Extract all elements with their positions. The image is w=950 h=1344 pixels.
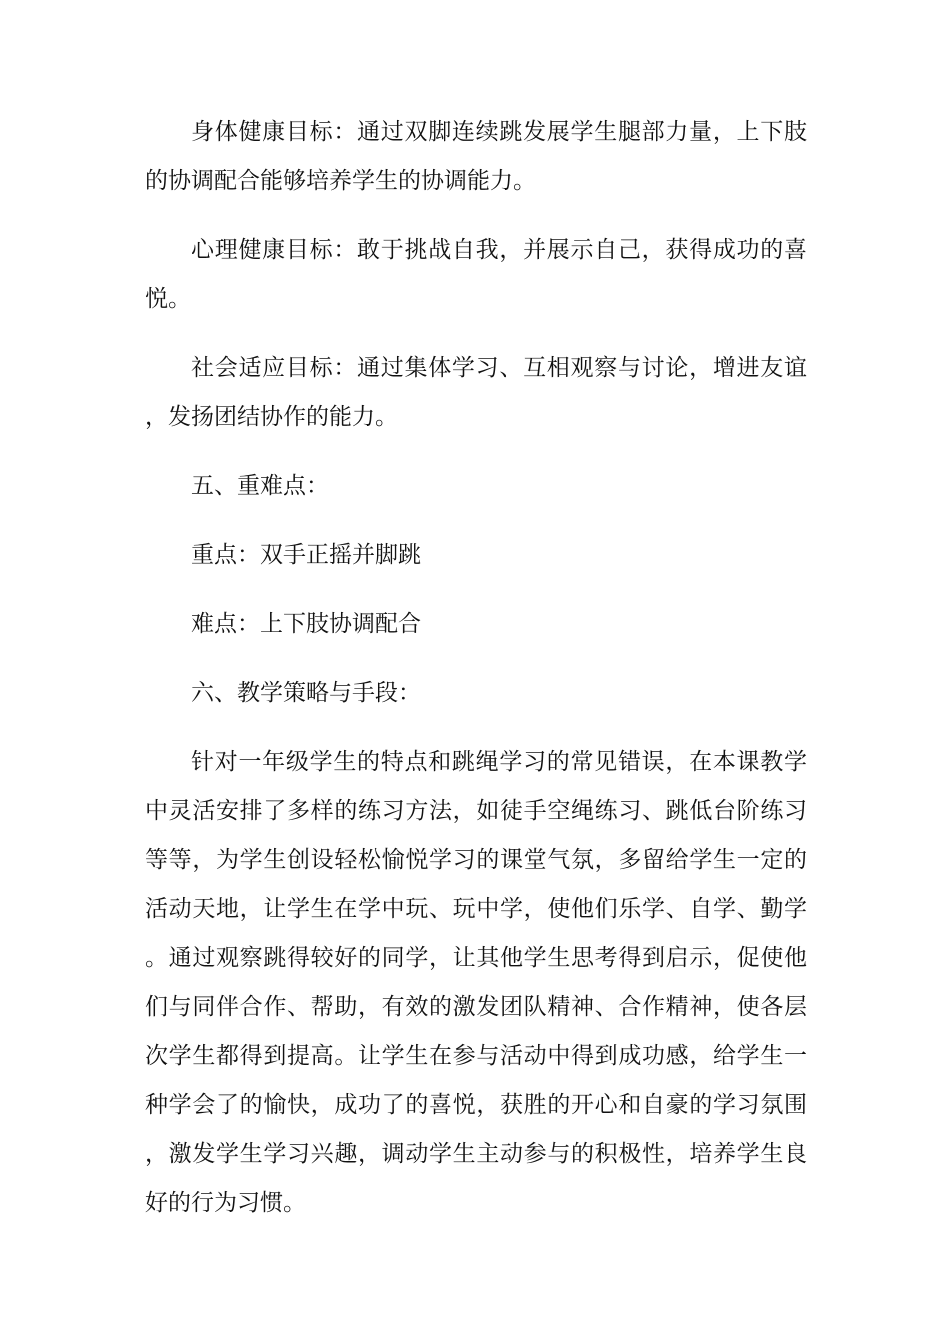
document-body <box>145 108 807 1228</box>
paragraph-key-point: 重点：双手正摇并脚跳 <box>191 542 421 568</box>
paragraph-mental-health-goal: 心理健康目标：敢于挑战自我，并展示自己，获得成功的喜悦。 <box>145 237 807 312</box>
paragraph-teaching-strategy: 针对一年级学生的特点和跳绳学习的常见错误，在本课教学中灵活安排了多样的练习方法，如徒手空绳练习、跳低台阶练习等等，为学生创设轻松愉悦学习的课堂气氛，多留给学生一定的活动天地，让学生在学中玩、玩中学，使他们乐学、自学、勤学。通过观察跳得较好的同学，让其他学生思考得到启示，促使他们与同伴合作、帮助，有效的激发团队精神、合作精神，使各层次学生都得到提高。让学生在参与活动中得到成功感，给学生一种学会了的愉快，成功了的喜悦，获胜的开心和自豪的学习氛围，激发学生学习兴趣，调动学生主动参与的积极性，培养学生良好的行为习惯。 <box>145 749 807 1216</box>
section-heading-teaching-strategy: 六、教学策略与手段： <box>191 680 421 706</box>
paragraph-physical-health-goal: 身体健康目标：通过双脚连续跳发展学生腿部力量，上下肢的协调配合能够培养学生的协调能力。 <box>145 119 807 194</box>
paragraph-difficult-point: 难点：上下肢协调配合 <box>191 611 421 637</box>
paragraph-social-adaptation-goal: 社会适应目标：通过集体学习、互相观察与讨论，增进友谊，发扬团结协作的能力。 <box>145 355 807 430</box>
section-heading-key-difficult-points: 五、重难点： <box>191 473 329 499</box>
